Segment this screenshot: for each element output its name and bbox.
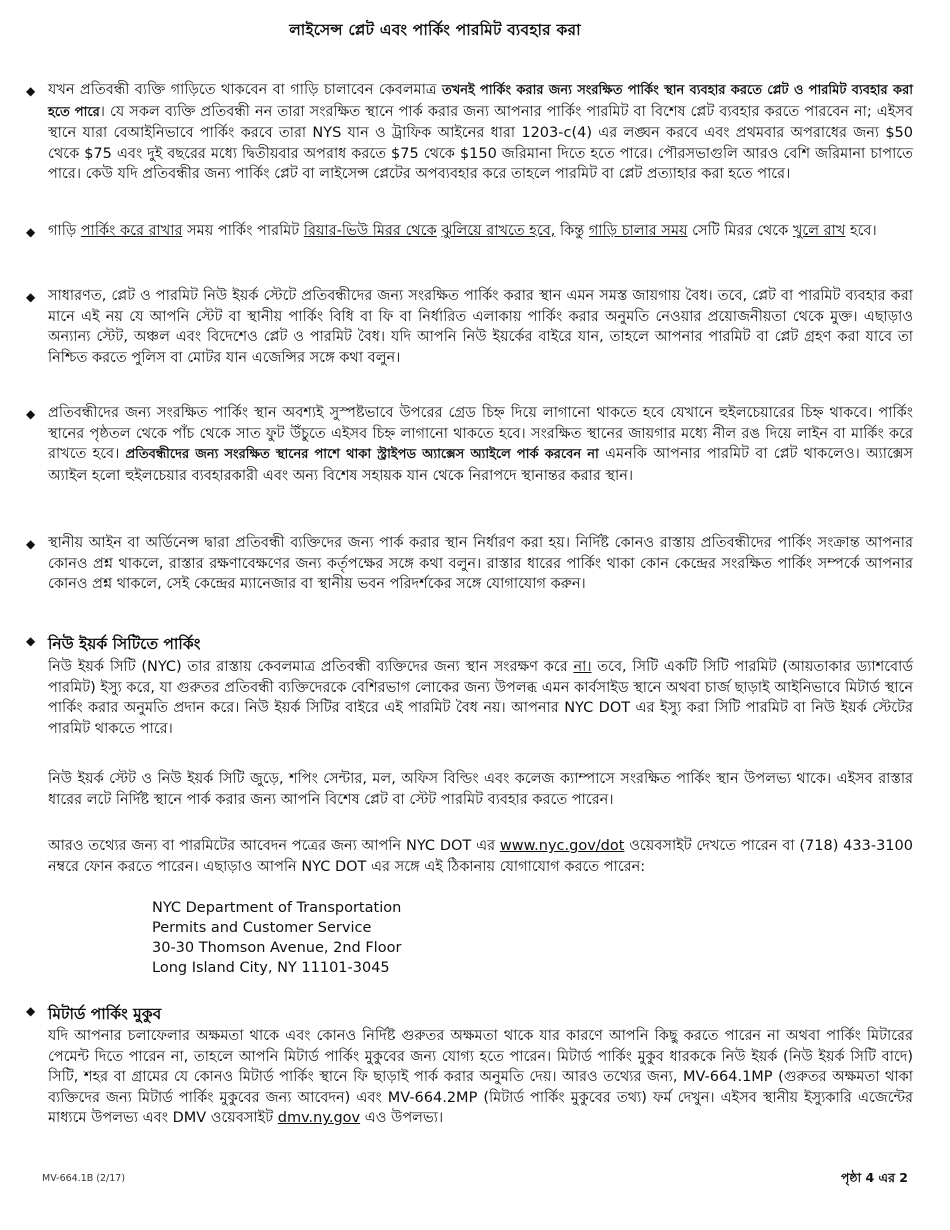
underlined-text: না। [573,659,592,675]
paragraph-text: ওয়েবসাইট দেখতে পারেন বা (718) 433-3100 নম্বরে ফোন করতে পারেন। এছাড়াও আপনি NYC DOT এর সঙ্গে এই ঠিকানায় যোগাযোগ করতে পারেন: [48,838,913,875]
page-number: পৃষ্ঠা 4 এর 2 [840,1170,908,1185]
bullet-icon: ◆ [26,634,36,648]
heading-text: নিউ ইয়র্ক সিটিতে পার্কিং [48,635,201,653]
heading-text: মিটার্ড পার্কিং মুকুব [48,1005,162,1023]
paragraph-text: সেটি মিরর থেকে [687,223,793,239]
paragraph-text: যখন প্রতিবন্ধী ব্যক্তি গাড়িতে থাকবেন বা গাড়ি চালাবেন কেবলমাত্র [48,82,442,98]
emphasis-text: তখনই পার্কিং করার জন্য সংরক্ষিত পার্কিং স্থান ব্যবহার করতে প্লেট ও পারমিট ব্যবহার করা হতে পারে [48,83,913,120]
bullet-icon: ◆ [26,84,36,98]
nyc-paragraph-1 [48,657,913,739]
paragraph-text: আরও তথ্যের জন্য বা পারমিটের আবেদন পত্রের জন্য আপনি NYC DOT এর [48,838,500,854]
nyc-paragraph-3 [48,836,913,877]
paragraph-text: এও উপলভ্য। [360,1110,444,1126]
bullet-validity [26,286,913,368]
bullet-plate-usage [26,80,913,185]
paragraph-text: গাড়ি [48,223,81,239]
paragraph-text: নিউ ইয়র্ক সিটি (NYC) তার রাস্তায় কেবলমাত্র প্রতিবন্ধী ব্যক্তিদের জন্য স্থান সংরক্ষণ করে [48,659,574,675]
paragraph-text: স্থানীয় আইন বা অর্ডিনেন্স দ্বারা প্রতিবন্ধী ব্যক্তিদের জন্য পার্ক করার স্থান নির্ধারণ করা হয়। নির্দিষ্ট কোনও রাস্তায় প্রতিবন্ধীদের পার্কিং সংক্রান্ত আপনার কোনও প্রশ্ন থাকলে, রাস্তার রক্ষণাবেক্ষণের জন্য কর্তৃপক্ষের সঙ্গে কথা বলুন। রাস্তার ধারের পার্কিং থাকা কোন কেন্দ্রের সংরক্ষিত পার্কিং সম্পর্কে আপনার কোনও প্রশ্ন থাকলে, সেই কেন্দ্রের ম্যানেজার বা স্থানীয় ভবন পরিদর্শকের সঙ্গে যোগাযোগ করুন। [48,535,913,592]
bullet-signage [26,403,914,486]
address-line: Permits and Customer Service [152,920,372,936]
paragraph-text: যদি আপনার চলাফেলার অক্ষমতা থাকে এবং কোনও নির্দিষ্ট গুরুতর অক্ষমতা থাকে যার কারণে আপনি কিছু করতে পারেন না অথবা পার্কিং মিটারের পেমেন্ট দিতে পারেন না, তাহলে আপনি মিটার্ড পার্কিং মুকুবের জন্য যোগ্য হতে পারেন। মিটার্ড পার্কিং মুকুব ধারককে নিউ ইয়র্ক (নিউ ইয়র্ক সিটি বাদে) সিটি, শহর বা গ্রামের যে কোনও মিটার্ড পার্কিং স্থানে ফি ছাড়াই পার্ক করার অনুমতি দেয়। আরও তথ্যের জন্য, MV-664.1MP (গুরুতর অক্ষমতা থাকা ব্যক্তিদের জন্য মিটার্ড পার্কিং মুকুবের জন্য আবেদন) এবং MV-664.2MP (মিটার্ড পার্কিং মুকুবের তথ্য) ফর্ম দেখুন। এইসব স্থানীয় ইস্যুকারি এজেন্টের মাধ্যমে উপলভ্য এবং DMV ওয়েবসাইট [48,1028,913,1126]
dmv-link[interactable]: dmv.ny.gov [277,1110,361,1126]
paragraph-text: হবে। [845,223,877,239]
paragraph-text: সাধারণত, প্লেট ও পারমিট নিউ ইয়র্ক স্টেটে প্রতিবন্ধীদের জন্য সংরক্ষিত পার্কিং করার স্থান এমন সমস্ত জায়গায় বৈধ। তবে, প্লেট বা পারমিট ব্যবহার করা মানে এই নয় যে আপনি স্টেট বা স্থানীয় পার্কিং বিধি বা ফি বা নির্ধারিত এলাকায় পার্কিং করার অনুমতি নেওয়ার প্রয়োজনীয়তা থেকে মুক্ত। এছাড়াও অন্যান্য স্টেট, অঞ্চল এবং বিদেশেও প্লেট ও পারমিট বৈধ। যদি আপনি নিউ ইয়র্কের বাইরে যান, তাহলে আপনার পারমিট বা প্লেট গ্রহণ করা যাবে তা নিশ্চিত করতে পুলিস বা মোটর যান এজেন্সির সঙ্গে কথা বলুন। [48,288,913,366]
bullet-local-law [26,533,913,595]
form-id: MV-664.1B (2/17) [42,1173,126,1184]
page-title: লাইসেন্স প্লেট এবং পার্কিং পারমিট ব্যবহার করা [289,21,581,39]
underlined-text: খুলে রাখ [792,223,846,239]
nyc-paragraph-2 [48,769,913,810]
bullet-icon: ◆ [26,1004,36,1018]
paragraph-text: । যে সকল ব্যক্তি প্রতিবন্ধী নন তারা সংরক্ষিত স্থানে পার্ক করার জন্য আপনার পার্কিং পারমিট বা বিশেষ প্লেট ব্যবহার করতে পারবেন না; এইসব স্থানে যারা বেআইনিভাবে পার্কিং করবে তারা NYS যান ও ট্রাফিক আইনের ধারা 1203-c(4) এর লঙ্ঘন করবে এবং প্রথমবার অপরাধের জন্য $50 থেকে $75 এবং দুই বছরের মধ্যে দ্বিতীয়বার অপরাধ করতে $75 থেকে $150 জরিমানা দিতে হতে পারে। পৌরসভাগুলি আরও বেশি জরিমানা চাপাতে পারে। কেউ যদি প্রতিবন্ধীর জন্য পার্কিং প্লেট বা লাইসেন্স প্লেটের অপব্যবহার করে তাহলে পারমিট বা প্লেট প্রত্যাহার করা হতে পারে। [48,103,913,182]
underlined-text: রিয়ার-ভিউ মিরর থেকে [303,223,437,239]
metered-paragraph [48,1026,913,1129]
paragraph-text: সময় পার্কিং পারমিট [182,223,304,239]
address-line: 30-30 Thomson Avenue, 2nd Floor [152,940,402,956]
paragraph-text: এমনকি আপনার পারমিট বা প্লেট থাকলেও। অ্যাক্সেস অ্যাইল হলো হুইলচেয়ার ব্যবহারকারী এবং অন্য বিশেষ সহায়ক যান থেকে নিরাপদে স্থানান্তর করার স্থান। [48,446,914,484]
bullet-icon: ◆ [26,225,36,239]
bullet-icon: ◆ [26,290,36,304]
nyc-dot-address [152,898,401,978]
underlined-text: ঝুলিয়ে রাখতে হবে, [441,223,556,239]
bullet-icon: ◆ [26,537,36,551]
address-line: NYC Department of Transportation [152,900,402,916]
bullet-icon: ◆ [26,407,36,421]
address-line: Long Island City, NY 11101-3045 [152,960,390,976]
nyc-section-heading [26,632,201,658]
underlined-text: গাড়ি চালার সময় [588,223,688,239]
bullet-mirror-hanging [26,221,913,242]
emphasis-text: প্রতিবন্ধীদের জন্য সংরক্ষিত স্থানের পাশে থাকা স্ট্রাইপড অ্যাক্সেস অ্যাইলে পার্ক করবেন না [125,447,599,462]
paragraph-text: কিন্তু [555,223,589,239]
underlined-text: পার্কিং করে রাখার [80,223,183,239]
paragraph-text: প্রতিবন্ধীদের জন্য সংরক্ষিত পার্কিং স্থান অবশ্যই সুস্পষ্টভাবে উপরের গ্রেড চিহ্ন দিয়ে লাগানো থাকতে হবে যেখানে হুইলচেয়ারের চিহ্ন থাকবে। পার্কিং স্থানের পৃষ্ঠতল থেকে পাঁচ থেকে সাত ফুট উঁচুতে এইসব চিহ্ন লাগানো থাকতে হবে। সংরক্ষিত স্থানের জায়গার মধ্যে নীল রঙ দিয়ে লাইন বা মার্কিং করে রাখতে হবে। [48,405,913,462]
paragraph-text: তবে, সিটি একটি সিটি পারমিট (আয়তাকার ড্যাশবোর্ড পারমিট) ইস্যু করে, যা গুরুতর প্রতিবন্ধী ব্যক্তিদেরকে বেশিরভাগ লোকের জন্য উপলব্ধ এমন কার্বসাইড স্থানে অথবা চার্জ ছাড়াই আইনিভাবে মিটার্ড স্থানে পার্কিং করার অনুমতি প্রদান করে। নিউ ইয়র্ক সিটির বাইরে এই পারমিট বৈধ নয়। আপনার NYC DOT এর ইস্যু করা সিটি পারমিট বা নিউ ইয়র্ক স্টেটের পারমিট থাকতে পারে। [48,659,913,737]
metered-section-heading [26,1002,162,1028]
nyc-dot-link[interactable]: www.nyc.gov/dot [499,838,625,854]
paragraph-text: নিউ ইয়র্ক স্টেট ও নিউ ইয়র্ক সিটি জুড়ে, শপিং সেন্টার, মল, অফিস বিল্ডিং এবং কলেজ ক্যাম্পাসে সংরক্ষিত পার্কিং স্থান উপলভ্য থাকে। এইসব রাস্তার ধারের লটে নির্দিষ্ট স্থানে পার্ক করার জন্য আপনি বিশেষ প্লেট বা স্টেট পারমিট ব্যবহার করতে পারেন। [48,771,913,808]
